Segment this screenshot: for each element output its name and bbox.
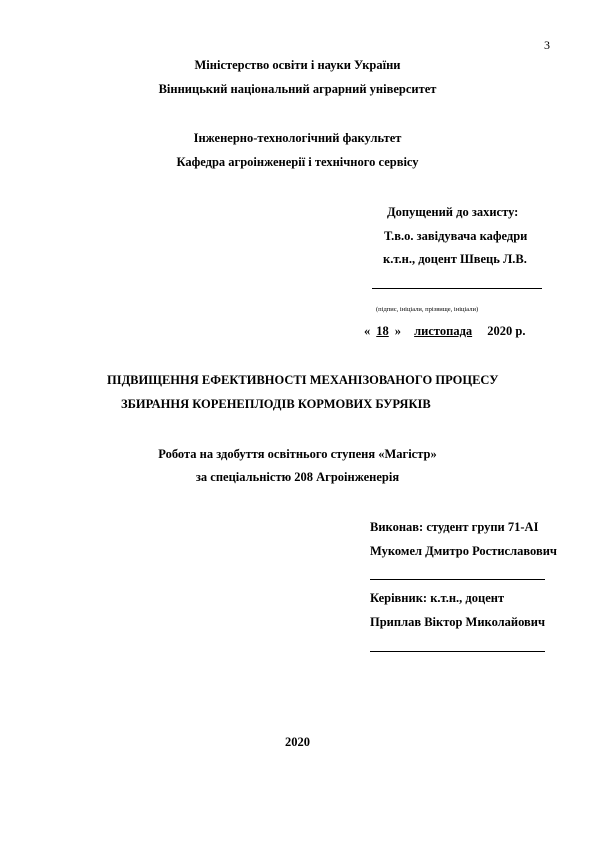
date-open-quote: « xyxy=(364,324,371,338)
thesis-title-line2: ЗБИРАННЯ КОРЕНЕПЛОДІВ КОРМОВИХ БУРЯКІВ xyxy=(121,397,431,411)
supervisor-label: Керівник: к.т.н., доцент xyxy=(370,591,505,605)
department-line: Кафедра агроінженерії і технічного сервісу xyxy=(176,155,419,169)
approval-date xyxy=(364,324,525,339)
signature-hint: (підпис, ініціали, прізвище, ініціали) xyxy=(376,306,479,313)
head-of-department-name: к.т.н., доцент Швець Л.В. xyxy=(383,252,527,266)
page-number: 3 xyxy=(544,38,550,52)
performer-signature-line xyxy=(370,579,545,580)
year: 2020 xyxy=(285,735,310,749)
admitted-to-defense: Допущений до захисту: xyxy=(387,205,519,219)
supervisor-name: Приплав Віктор Миколайович xyxy=(370,615,546,629)
thesis-title-line1: ПІДВИЩЕННЯ ЕФЕКТИВНОСТІ МЕХАНІЗОВАНОГО ПРОЦЕСУ xyxy=(107,373,499,387)
date-close-quote: » xyxy=(394,324,401,338)
date-year: 2020 р. xyxy=(487,324,526,338)
degree-line: Робота на здобуття освітнього ступеня «Магістр» xyxy=(158,447,437,461)
supervisor-signature-line xyxy=(370,651,545,652)
performer-label: Виконав: студент групи 71-АІ xyxy=(370,520,539,534)
date-day: 18 xyxy=(376,324,389,338)
signature-line xyxy=(372,288,542,289)
performer-name: Мукомел Дмитро Ростиславович xyxy=(370,544,557,558)
specialty-line: за спеціальністю 208 Агроінженерія xyxy=(195,470,400,484)
head-of-department-position: Т.в.о. завідувача кафедри xyxy=(384,229,528,243)
faculty-line: Інженерно-технологічний факультет xyxy=(193,131,402,145)
date-month: листопада xyxy=(414,324,473,338)
university-line: Вінницький національний аграрний університет xyxy=(158,82,437,96)
ministry-line: Міністерство освіти і науки України xyxy=(194,58,401,72)
